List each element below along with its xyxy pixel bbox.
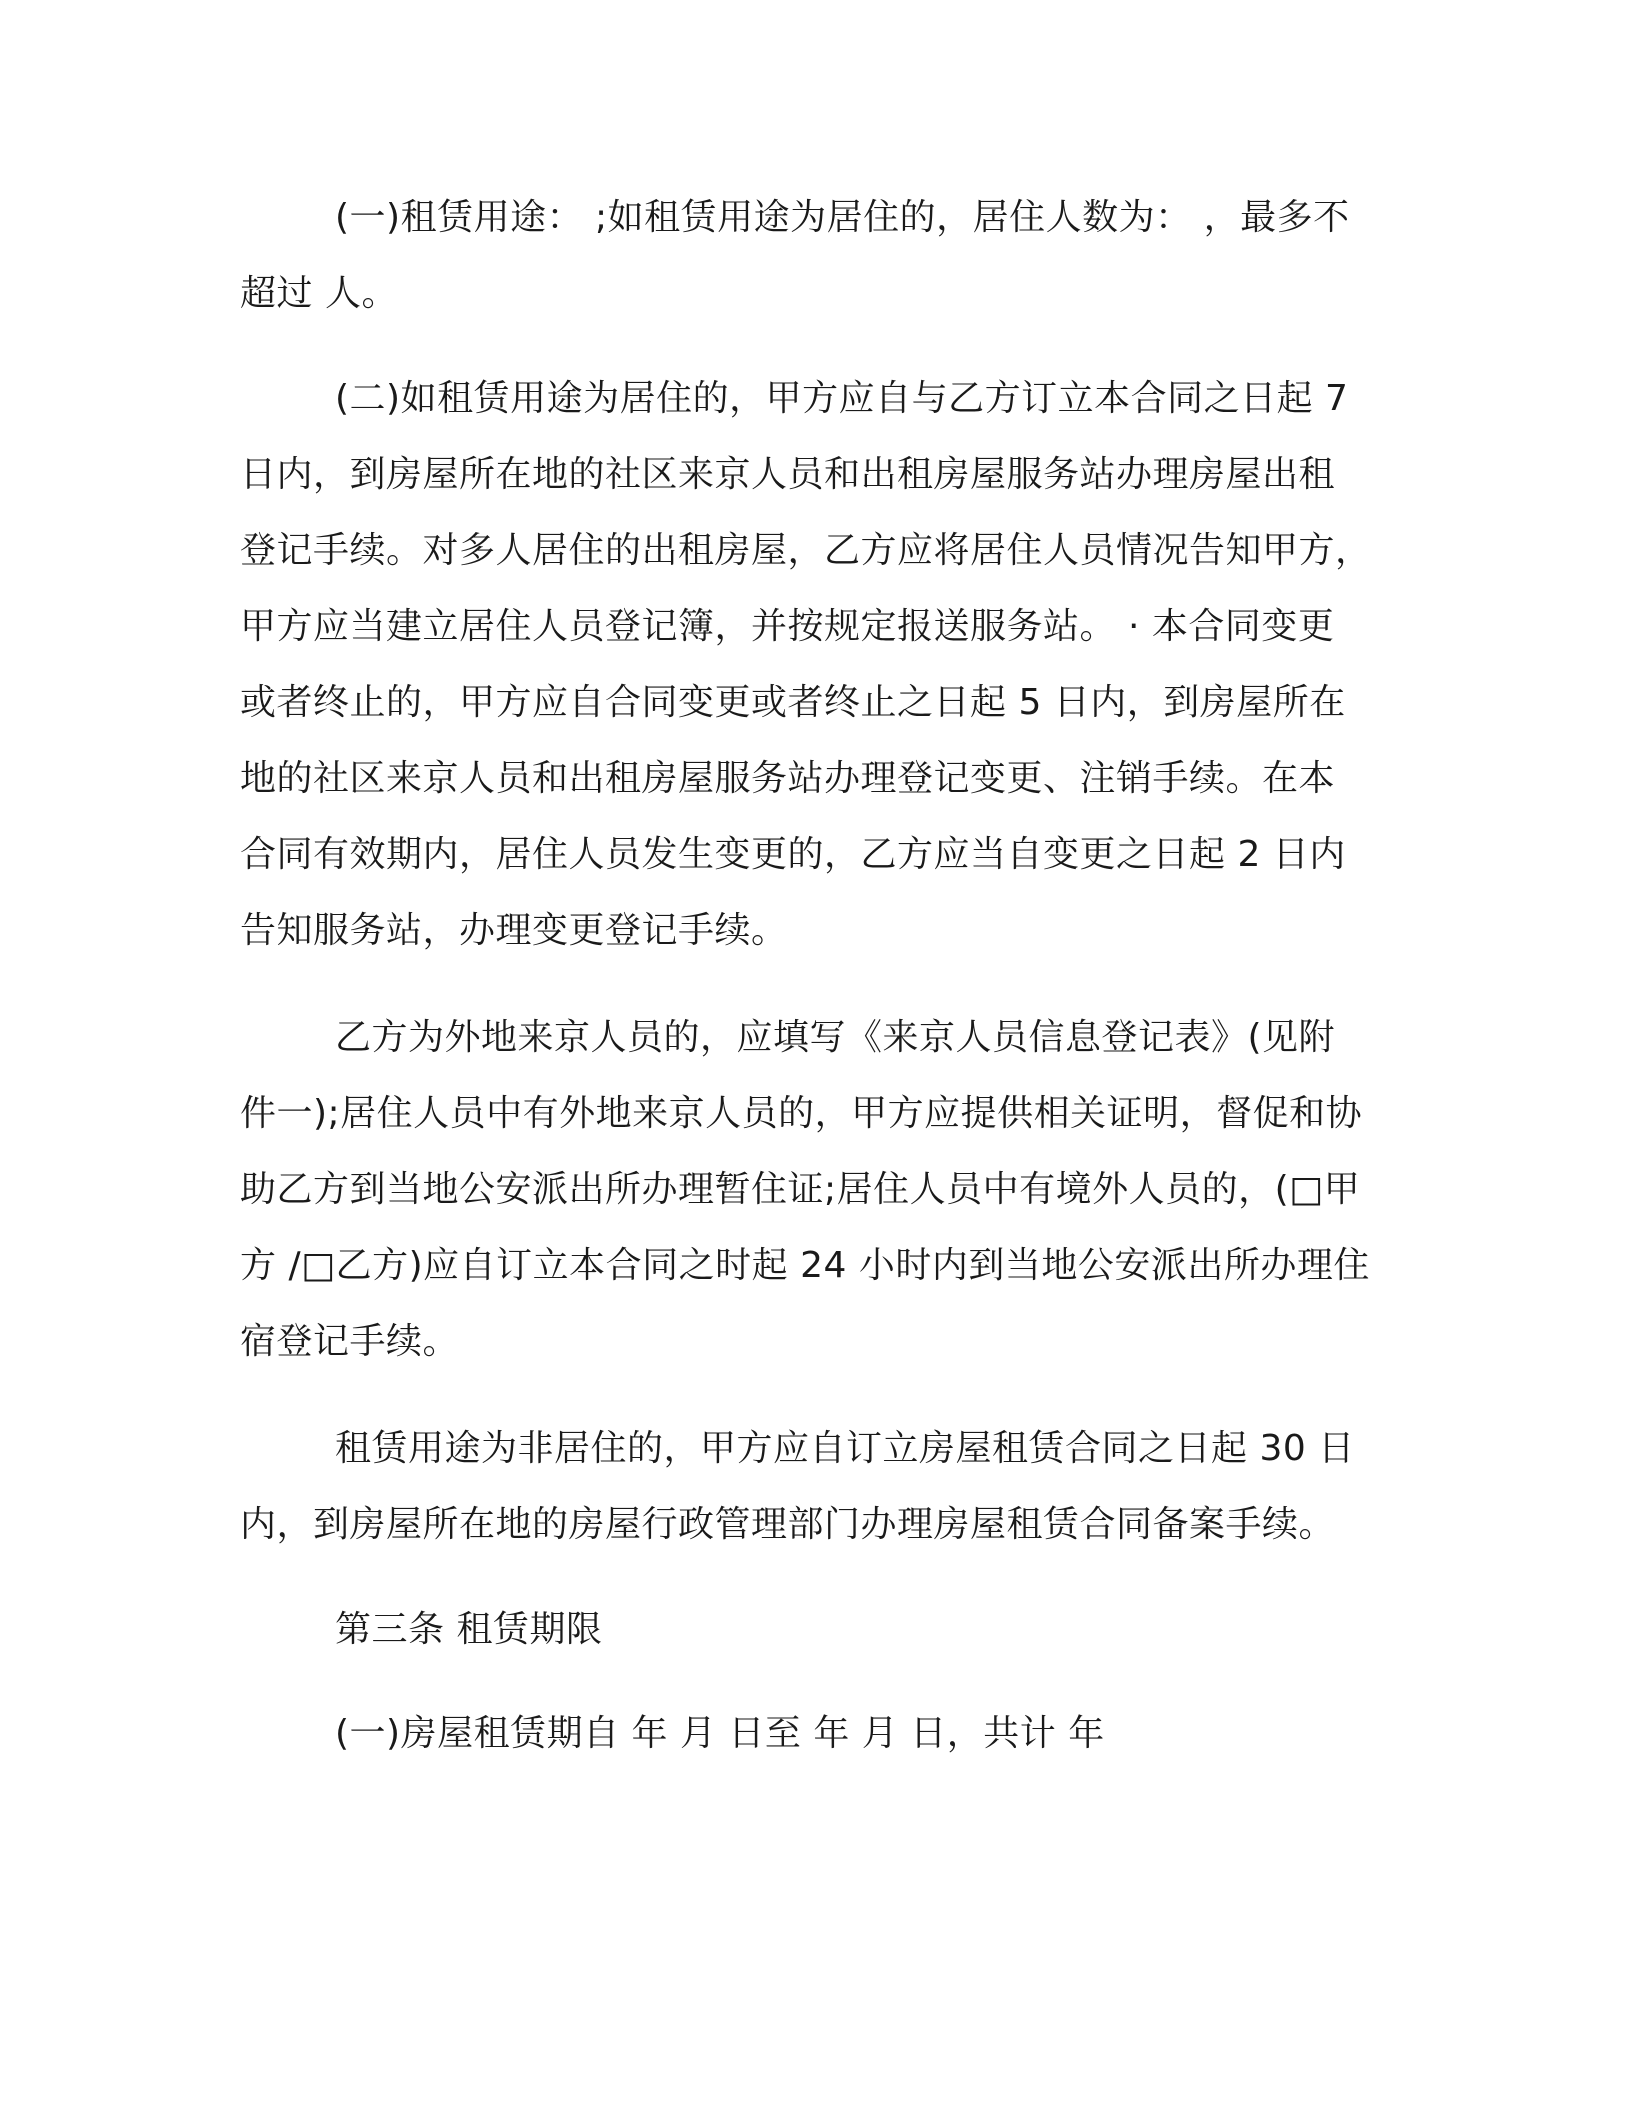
paragraph-3-line-5: 宿登记手续。	[240, 1321, 460, 1362]
paragraph-3-line-4: 方 /□乙方)应自订立本合同之时起 24 小时内到当地公安派出所办理住	[240, 1245, 1370, 1286]
paragraph-2-line-8: 告知服务站，办理变更登记手续。	[240, 910, 788, 951]
paragraph-1-line-2: 超过 人。	[240, 273, 398, 314]
paragraph-5-line-1: (一)房屋租赁期自 年 月 日至 年 月 日，共计 年	[335, 1713, 1105, 1754]
paragraph-2-line-6: 地的社区来京人员和出租房屋服务站办理登记变更、注销手续。在本	[240, 758, 1336, 799]
paragraph-4-line-1: 租赁用途为非居住的，甲方应自订立房屋租赁合同之日起 30 日	[335, 1428, 1355, 1469]
paragraph-1-line-1: (一)租赁用途： ;如租赁用途为居住的，居住人数为： ，最多不	[335, 197, 1350, 238]
section-heading-article-3: 第三条 租赁期限	[335, 1609, 603, 1650]
paragraph-4-line-2: 内，到房屋所在地的房屋行政管理部门办理房屋租赁合同备案手续。	[240, 1504, 1336, 1545]
paragraph-3-line-2: 件一);居住人员中有外地来京人员的，甲方应提供相关证明，督促和协	[240, 1093, 1363, 1134]
paragraph-3-line-1: 乙方为外地来京人员的，应填写《来京人员信息登记表》(见附	[335, 1017, 1336, 1058]
paragraph-2-line-2: 日内，到房屋所在地的社区来京人员和出租房屋服务站办理房屋出租	[240, 454, 1336, 495]
paragraph-2-line-1: (二)如租赁用途为居住的，甲方应自与乙方订立本合同之日起 7	[335, 378, 1349, 419]
paragraph-2-line-7: 合同有效期内，居住人员发生变更的，乙方应当自变更之日起 2 日内	[240, 834, 1346, 875]
paragraph-2-line-3: 登记手续。对多人居住的出租房屋，乙方应将居住人员情况告知甲方，	[240, 530, 1372, 571]
paragraph-3-line-3: 助乙方到当地公安派出所办理暂住证;居住人员中有境外人员的，(□甲	[240, 1169, 1361, 1210]
paragraph-2-line-5: 或者终止的，甲方应自合同变更或者终止之日起 5 日内，到房屋所在	[240, 682, 1346, 723]
paragraph-2-line-4: 甲方应当建立居住人员登记簿，并按规定报送服务站。 · 本合同变更	[240, 606, 1335, 647]
